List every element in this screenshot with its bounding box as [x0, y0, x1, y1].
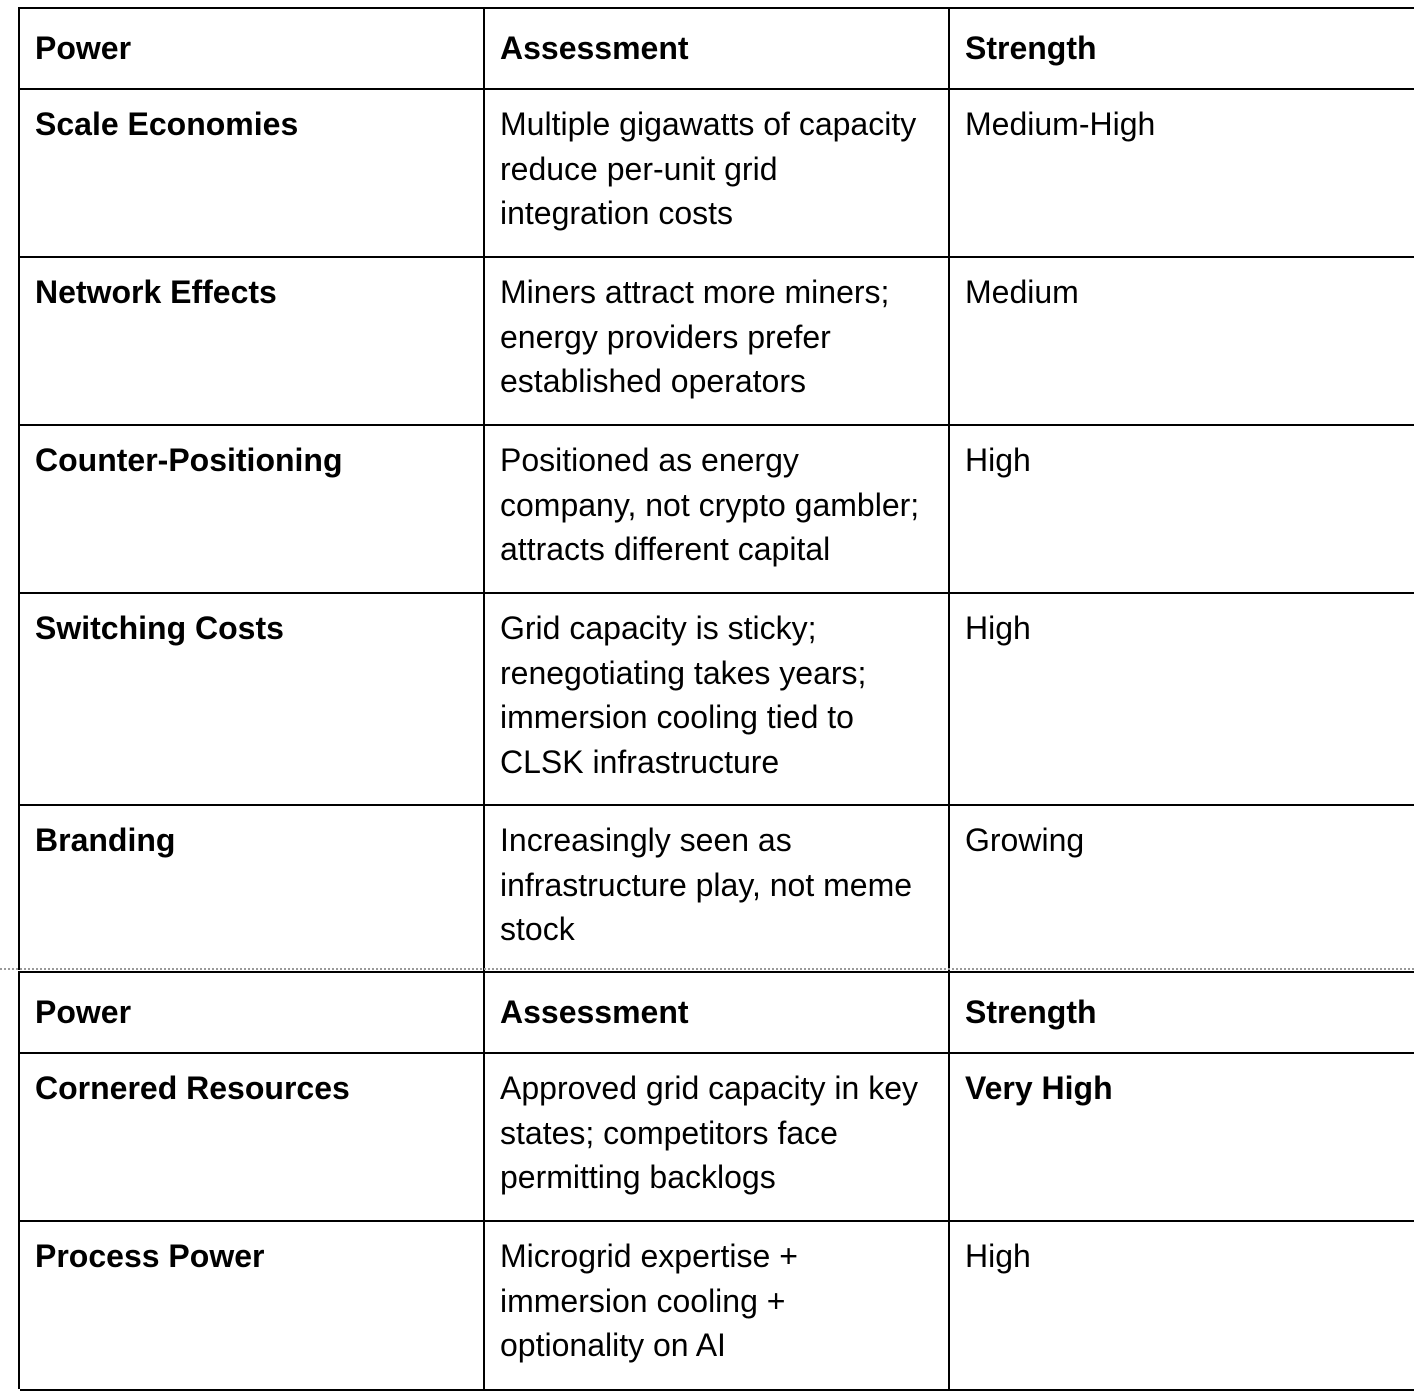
power-cell: Process Power	[20, 1222, 485, 1389]
assessment-cell: Grid capacity is sticky; renegotiating takes years; immersion cooling tied to CLSK infrastructure	[485, 594, 950, 804]
table-row	[20, 1054, 1414, 1222]
table-row	[20, 426, 1414, 594]
power-cell: Switching Costs	[20, 594, 485, 804]
page-break-divider	[0, 968, 1414, 970]
assessment-cell: Miners attract more miners; energy providers prefer established operators	[485, 258, 950, 424]
table-row	[20, 806, 1414, 972]
strength-cell: Medium-High	[965, 106, 1156, 142]
powers-table-part-1	[18, 7, 1414, 970]
assessment-cell: Increasingly seen as infrastructure play, not meme stock	[485, 806, 950, 972]
table-header-row	[20, 9, 1414, 90]
header-power: Power	[20, 9, 485, 88]
strength-cell: Medium	[965, 274, 1079, 310]
assessment-cell: Positioned as energy company, not crypto gambler; attracts different capital	[485, 426, 950, 592]
assessment-cell: Approved grid capacity in key states; competitors face permitting backlogs	[485, 1054, 950, 1220]
table-row	[20, 90, 1414, 258]
strength-cell: High	[965, 1238, 1031, 1274]
power-cell: Scale Economies	[20, 90, 485, 256]
power-cell: Cornered Resources	[20, 1054, 485, 1220]
header-assessment: Assessment	[485, 973, 950, 1052]
strength-cell: Very High	[965, 1070, 1113, 1106]
assessment-cell: Multiple gigawatts of capacity reduce per-unit grid integration costs	[485, 90, 950, 256]
power-cell: Network Effects	[20, 258, 485, 424]
power-cell: Counter-Positioning	[20, 426, 485, 592]
table-row	[20, 594, 1414, 806]
header-assessment: Assessment	[485, 9, 950, 88]
strength-cell: High	[965, 442, 1031, 478]
powers-table-part-2	[18, 971, 1414, 1389]
strength-cell: High	[965, 610, 1031, 646]
table-row	[20, 1222, 1414, 1391]
table-header-row	[20, 973, 1414, 1054]
power-cell: Branding	[20, 806, 485, 972]
header-strength: Strength	[965, 994, 1097, 1030]
table-row	[20, 258, 1414, 426]
header-power: Power	[20, 973, 485, 1052]
header-strength: Strength	[965, 30, 1097, 66]
strength-cell: Growing	[965, 822, 1085, 858]
assessment-cell: Microgrid expertise + immersion cooling + optionality on AI	[485, 1222, 950, 1389]
